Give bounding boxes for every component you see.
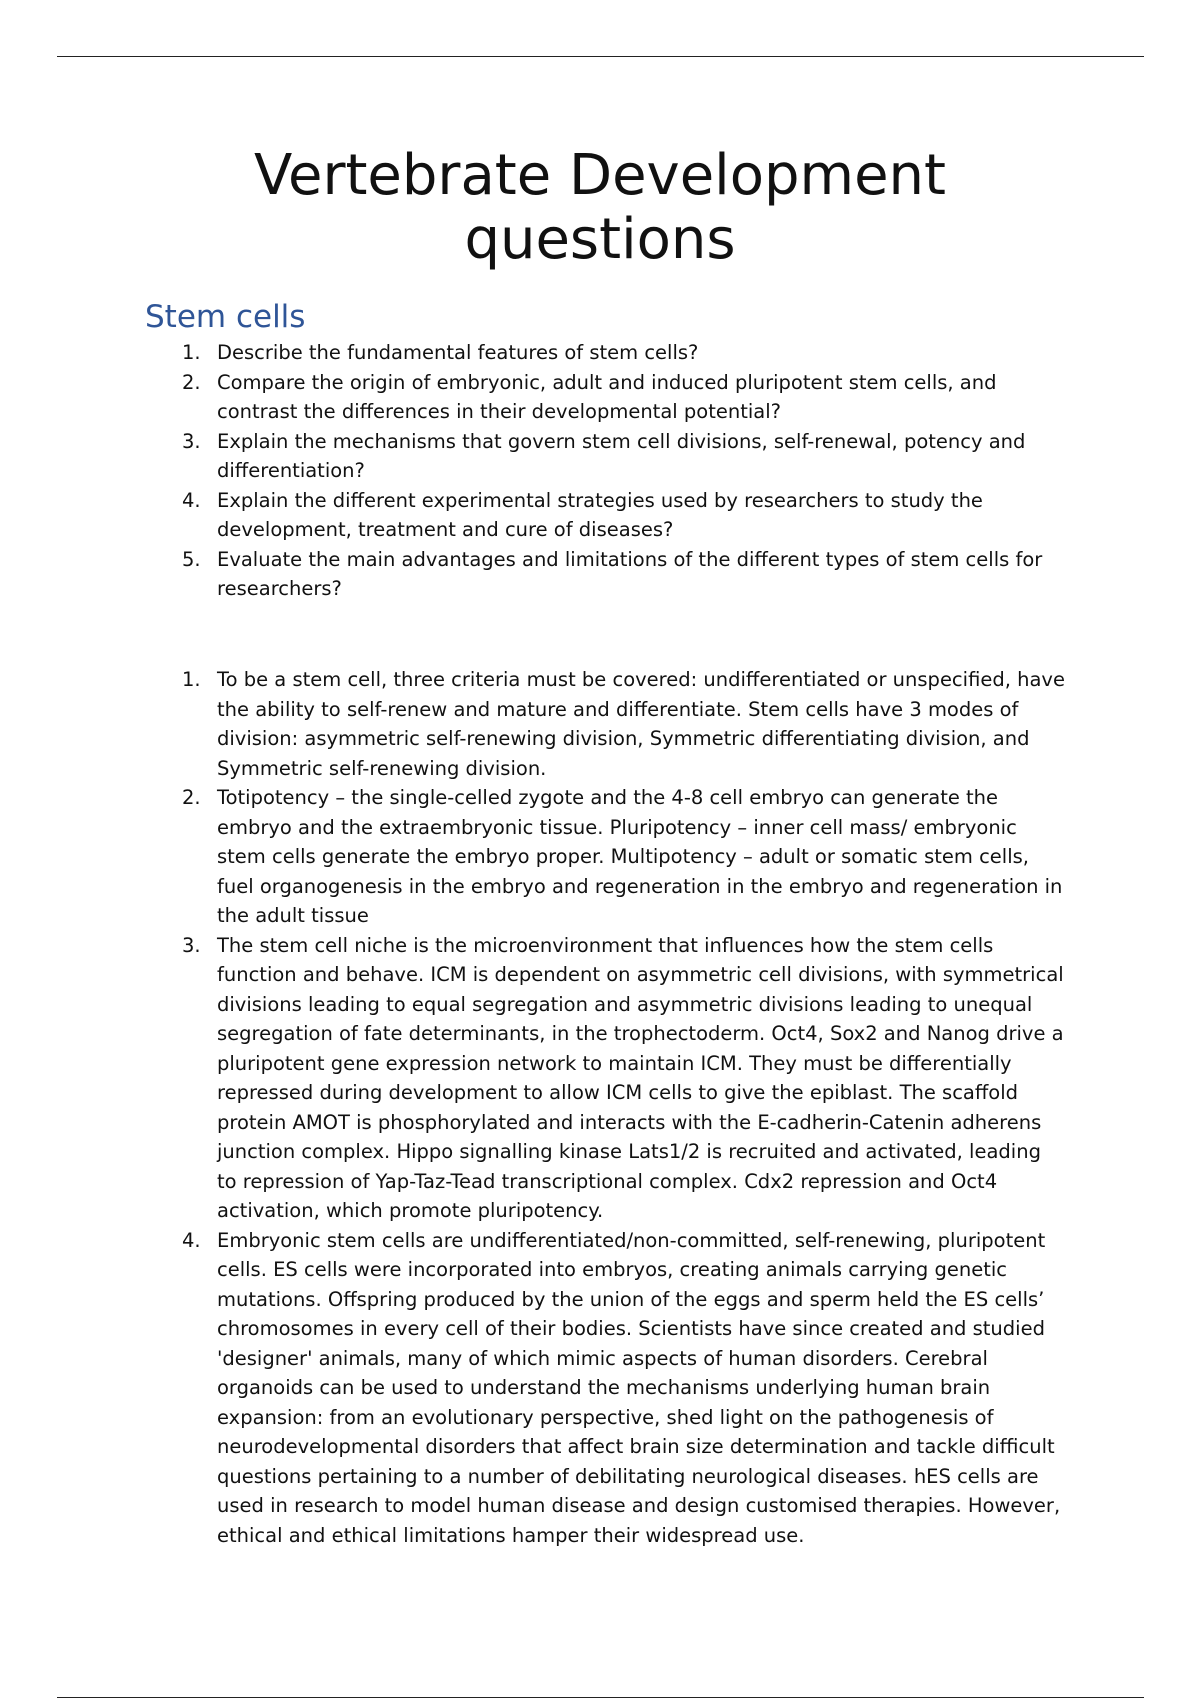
header-rule — [57, 56, 1144, 57]
list-number: 1. — [182, 341, 201, 364]
question-text: Explain the mechanisms that govern stem cell divisions, self-renewal, potency and differentiation? — [217, 429, 1026, 482]
question-item — [0, 338, 1065, 368]
question-text: Describe the fundamental features of stem cells? — [217, 341, 699, 364]
answer-text: The stem cell niche is the microenvironment that influences how the stem cells function and behave. ICM is dependent on asymmetric cell divisions, with symmetrical divisions leading to equal segregation and asymmetric divisions leading to unequal segregation of fate determinants, in the trophectoderm. Oct4, Sox2 and Nanog drive a pluripotent gene expression network to maintain ICM. They must be differentially repressed during development to allow ICM cells to give the epiblast. The scaffold protein AMOT is phosphorylated and interacts with the E-cadherin-Catenin adherens junction complex. Hippo signalling kinase Lats1/2 is recruited and activated, leading to repression of Yap-Taz-Tead transcriptional complex. Cdx2 repression and Oct4 activation, which promote pluripotency. — [217, 933, 1064, 1222]
question-item — [0, 545, 1065, 604]
title-line-2: questions — [464, 207, 736, 272]
questions-list — [0, 338, 1100, 604]
answer-text: To be a stem cell, three criteria must be covered: undifferentiated or unspecified, have the ability to self-renew and mature and differentiate. Stem cells have 3 modes of division: asymmetric self-renewing division, Symmetric differentiating division, and Symmetric self-renewing division. — [217, 668, 1065, 780]
question-text: Evaluate the main advantages and limitations of the different types of stem cells for researchers? — [217, 547, 1043, 600]
footer-rule — [57, 1697, 1144, 1698]
answer-item — [0, 1226, 1065, 1551]
list-number: 1. — [182, 668, 201, 691]
question-item — [0, 486, 1065, 545]
section-heading-stem-cells: Stem cells — [145, 299, 306, 335]
question-item — [0, 427, 1065, 486]
list-number: 5. — [182, 547, 201, 571]
title-line-1: Vertebrate Development — [254, 143, 946, 208]
answer-text: Embryonic stem cells are undifferentiated/non-committed, self-renewing, pluripotent cells. ES cells were incorporated into embryos, creating animals carrying genetic mutations. Offspring produced by the union of the eggs and sperm held the ES cells’ chromosomes in every cell of their bodies. Scientists have since created and studied 'designer' animals, many of which mimic aspects of human disorders. Cerebral organoids can be used to understand the mechanisms underlying human brain expansion: from an evolutionary perspective, shed light on the pathogenesis of neurodevelopmental disorders that affect brain size determination and tackle difficult questions pertaining to a number of debilitating neurological diseases. hES cells are used in research to model human disease and design customised therapies. However, ethical and ethical limitations hamper their widespread use. — [217, 1228, 1061, 1547]
question-item — [0, 368, 1065, 427]
list-number: 2. — [182, 786, 201, 809]
answer-text: Totipotency – the single-celled zygote and the 4-8 cell embryo can generate the embryo and the extraembryonic tissue. Pluripotency – inner cell mass/ embryonic stem cells generate the embryo proper. Multipotency – adult or somatic stem cells, fuel organogenesis in the embryo and regeneration in the embryo and regeneration in the adult tissue — [217, 786, 1063, 927]
list-number: 4. — [182, 488, 201, 512]
answer-item — [0, 665, 1065, 783]
answer-item — [0, 931, 1065, 1226]
list-number: 2. — [182, 370, 201, 394]
list-number: 3. — [182, 933, 201, 957]
answers-list — [0, 665, 1100, 1550]
question-text: Explain the different experimental strategies used by researchers to study the development, treatment and cure of diseases? — [217, 488, 983, 541]
list-number: 3. — [182, 429, 201, 453]
document-title — [100, 144, 1100, 272]
list-number: 4. — [182, 1228, 201, 1252]
question-text: Compare the origin of embryonic, adult and induced pluripotent stem cells, and contrast the differences in their developmental potential? — [217, 370, 997, 423]
answer-item — [0, 783, 1065, 931]
